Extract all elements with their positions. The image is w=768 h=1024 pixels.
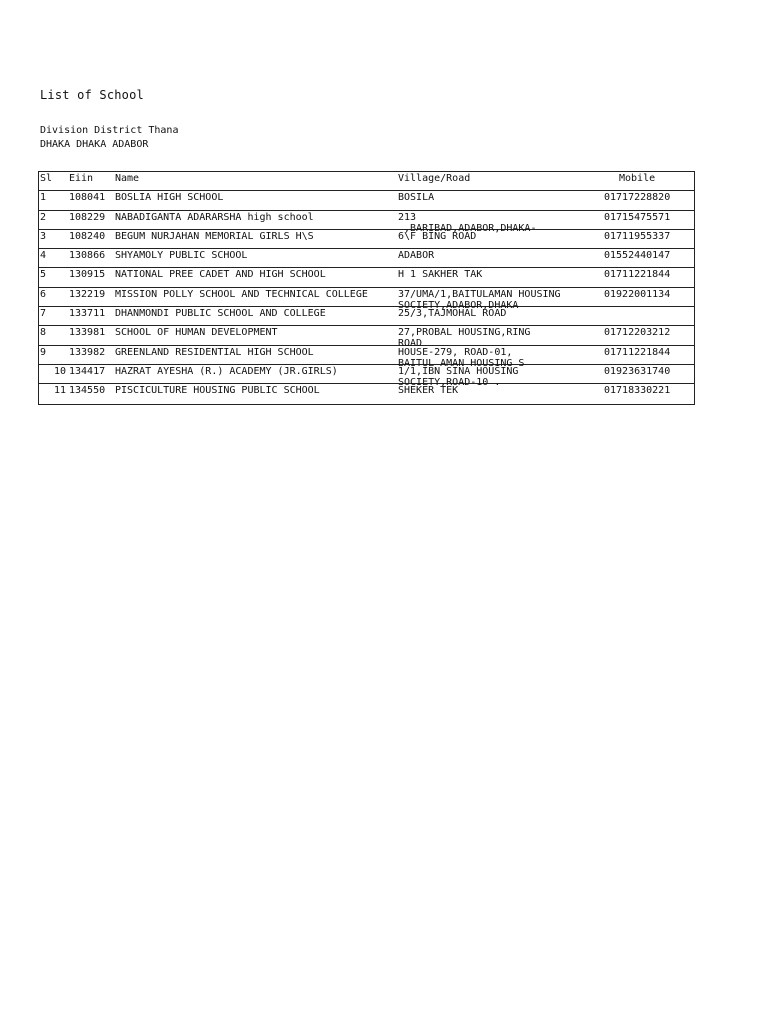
cell-sl: 4 bbox=[40, 250, 47, 262]
cell-sl: 11 bbox=[53, 385, 66, 397]
cell-village: H 1 SAKHER TAK bbox=[398, 269, 483, 281]
cell-name: BEGUM NURJAHAN MEMORIAL GIRLS H\S bbox=[115, 230, 314, 242]
table-row bbox=[39, 268, 694, 287]
cell-eiin: 108041 bbox=[69, 192, 106, 204]
cell-eiin: 108229 bbox=[69, 211, 106, 223]
cell-sl: 6 bbox=[40, 288, 47, 300]
header-mobile: Mobile bbox=[619, 173, 656, 184]
table-row bbox=[39, 230, 694, 249]
cell-name: MISSION POLLY SCHOOL AND TECHNICAL COLLEGE bbox=[115, 288, 368, 300]
cell-village: SHEKER TEK bbox=[398, 385, 459, 397]
table-header-row bbox=[39, 172, 694, 191]
cell-eiin: 133981 bbox=[69, 327, 106, 339]
cell-name: HAZRAT AYESHA (R.) ACADEMY (JR.GIRLS) bbox=[115, 365, 338, 377]
table-row bbox=[39, 384, 694, 403]
cell-village: 25/3,TAJMOHAL ROAD bbox=[398, 308, 507, 320]
header-name: Name bbox=[115, 173, 140, 184]
cell-village: 37/UMA/1,BAITULAMAN HOUSING SOCIETY,ADABOR,DHAKA bbox=[398, 288, 561, 311]
cell-sl: 5 bbox=[40, 269, 47, 281]
table-row bbox=[39, 307, 694, 326]
table-row bbox=[39, 288, 694, 311]
cell-eiin: 130866 bbox=[69, 250, 106, 262]
cell-name: PISCICULTURE HOUSING PUBLIC SCHOOL bbox=[115, 385, 320, 397]
cell-name: SCHOOL OF HUMAN DEVELOPMENT bbox=[115, 327, 278, 339]
cell-eiin: 133982 bbox=[69, 346, 106, 358]
cell-mobile: 01711955337 bbox=[604, 230, 671, 242]
cell-name: NATIONAL PREE CADET AND HIGH SCHOOL bbox=[115, 269, 326, 281]
cell-village: 1/1,IBN SINA HOUSING SOCIETY,ROAD-10 . bbox=[398, 365, 519, 388]
cell-mobile: 01711221844 bbox=[604, 269, 671, 281]
cell-mobile: 01717228820 bbox=[604, 192, 671, 204]
header-village: Village/Road bbox=[398, 173, 471, 184]
cell-sl: 8 bbox=[40, 327, 47, 339]
cell-mobile: 01718330221 bbox=[604, 385, 671, 397]
cell-name: BOSLIA HIGH SCHOOL bbox=[115, 192, 224, 204]
location-value: DHAKA DHAKA ADABOR bbox=[40, 139, 149, 150]
cell-name: DHANMONDI PUBLIC SCHOOL AND COLLEGE bbox=[115, 308, 326, 320]
cell-sl: 3 bbox=[40, 230, 47, 242]
cell-sl: 10 bbox=[53, 365, 66, 377]
cell-mobile: 01711221844 bbox=[604, 346, 671, 358]
cell-village: HOUSE-279, ROAD-01, BAITUL AMAN HOUSING S bbox=[398, 346, 525, 369]
header-eiin: Eiin bbox=[69, 173, 94, 184]
cell-name: GREENLAND RESIDENTIAL HIGH SCHOOL bbox=[115, 346, 314, 358]
cell-eiin: 134417 bbox=[69, 365, 106, 377]
cell-mobile: 01922001134 bbox=[604, 288, 671, 300]
cell-sl: 1 bbox=[40, 192, 47, 204]
table-row bbox=[39, 211, 694, 234]
table-row bbox=[39, 249, 694, 268]
cell-mobile: 01712203212 bbox=[604, 327, 671, 339]
cell-mobile: 01715475571 bbox=[604, 211, 671, 223]
page-title: List of School bbox=[40, 88, 144, 102]
cell-sl: 9 bbox=[40, 346, 47, 358]
cell-village: 27,PROBAL HOUSING,RING ROAD bbox=[398, 327, 531, 350]
cell-eiin: 130915 bbox=[69, 269, 106, 281]
cell-name: SHYAMOLY PUBLIC SCHOOL bbox=[115, 250, 248, 262]
header-sl: Sl bbox=[40, 173, 53, 184]
school-table bbox=[38, 171, 695, 405]
table-body bbox=[39, 191, 694, 403]
cell-eiin: 132219 bbox=[69, 288, 106, 300]
cell-mobile: 01923631740 bbox=[604, 365, 671, 377]
table-row bbox=[39, 346, 694, 369]
table-row bbox=[39, 365, 694, 388]
cell-eiin: 133711 bbox=[69, 308, 106, 320]
cell-village: 6\F BING ROAD bbox=[398, 230, 477, 242]
cell-village: 213 ,BARIBAD,ADABOR,DHAKA- bbox=[398, 211, 537, 234]
cell-sl: 7 bbox=[40, 308, 47, 320]
cell-mobile: 01552440147 bbox=[604, 250, 671, 262]
cell-sl: 2 bbox=[40, 211, 47, 223]
cell-name: NABADIGANTA ADARARSHA high school bbox=[115, 211, 314, 223]
table-row bbox=[39, 191, 694, 210]
cell-village: ADABOR bbox=[398, 250, 435, 262]
cell-eiin: 108240 bbox=[69, 230, 106, 242]
location-label: Division District Thana bbox=[40, 125, 179, 136]
cell-eiin: 134550 bbox=[69, 385, 106, 397]
table-row bbox=[39, 326, 694, 350]
cell-village: BOSILA bbox=[398, 192, 435, 204]
